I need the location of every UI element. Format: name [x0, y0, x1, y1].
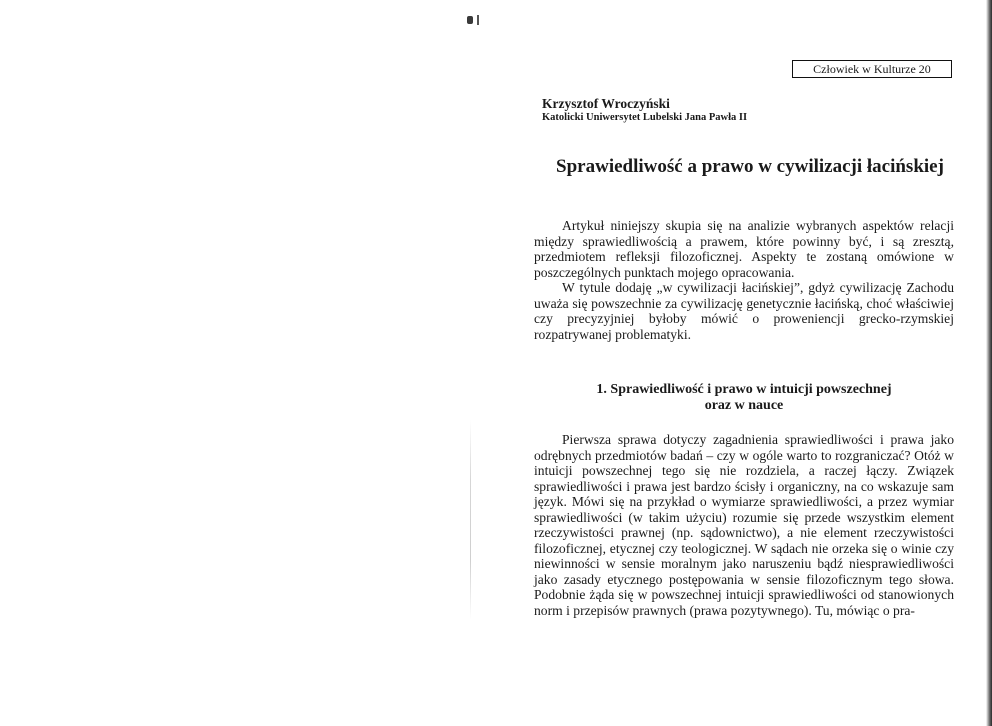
section-heading-line-2: oraz w nauce [704, 398, 784, 413]
right-page [520, 0, 960, 726]
section-heading [534, 382, 954, 414]
scan-speck [467, 16, 473, 24]
abstract-paragraph-2: W tytule dodaję „w cywilizacji łacińskiej”, gdyż cywilizację Zachodu uważa się powszechnie za cywilizację genetycznie łacińską, choć właściwiej czy precyzyjniej byłoby mówić o proweniencji grecko-rzymskiej rozpatrywanej problematyki. [534, 280, 954, 342]
scan-speck-mark [477, 15, 479, 25]
running-head: Człowiek w Kulturze 20 [792, 60, 952, 78]
page-edge-shadow [986, 0, 992, 726]
author-name: Krzysztof Wroczyński [542, 96, 670, 111]
abstract [534, 218, 954, 342]
binding-shadow [470, 420, 471, 620]
article-title: Sprawiedliwość a prawo w cywilizacji łacińskiej [556, 156, 944, 177]
author-affiliation: Katolicki Uniwersytet Lubelski Jana Pawła II [542, 112, 748, 123]
body-text [534, 432, 954, 618]
section-heading-line-1: 1. Sprawiedliwość i prawo w intuicji powszechnej [596, 382, 892, 397]
abstract-paragraph-1: Artykuł niniejszy skupia się na analizie wybranych aspektów relacji między sprawiedliwością a prawem, które powinny być, i są zresztą, przedmiotem refleksji filozoficznej. Aspekty te zostaną omówione w poszczególnych punktach mojego opracowania. [534, 218, 954, 280]
body-paragraph-1: Pierwsza sprawa dotyczy zagadnienia sprawiedliwości i prawa jako odrębnych przedmiotów badań – czy w ogóle warto to rozgraniczać? Otóż w intuicji powszechnej tego się nie rozdziela, a raczej łączy. Związek sprawiedliwości i prawa jest bardzo ścisły i organiczny, na co wskazuje sam język. Mówi się na przykład o wymiarze sprawiedliwości, a przez wymiar sprawiedliwości (w takim użyciu) rozumie się przede wszystkim element rzeczywistości prawnej (np. sądownictwo), a nie element rzeczywistości filozoficznej, etycznej czy teologicznej. W sądach nie orzeka się o winie czy niewinności w sensie moralnym jako naruszeniu bądź niesprawiedliwości jako zasady etycznego postępowania w sensie filozoficznym tego słowa. Podobnie żąda się w powszechnej intuicji sprawiedliwości od stanowionych norm i przepisów prawnych (prawa pozytywnego). Tu, mówiąc o pra- [534, 432, 954, 618]
